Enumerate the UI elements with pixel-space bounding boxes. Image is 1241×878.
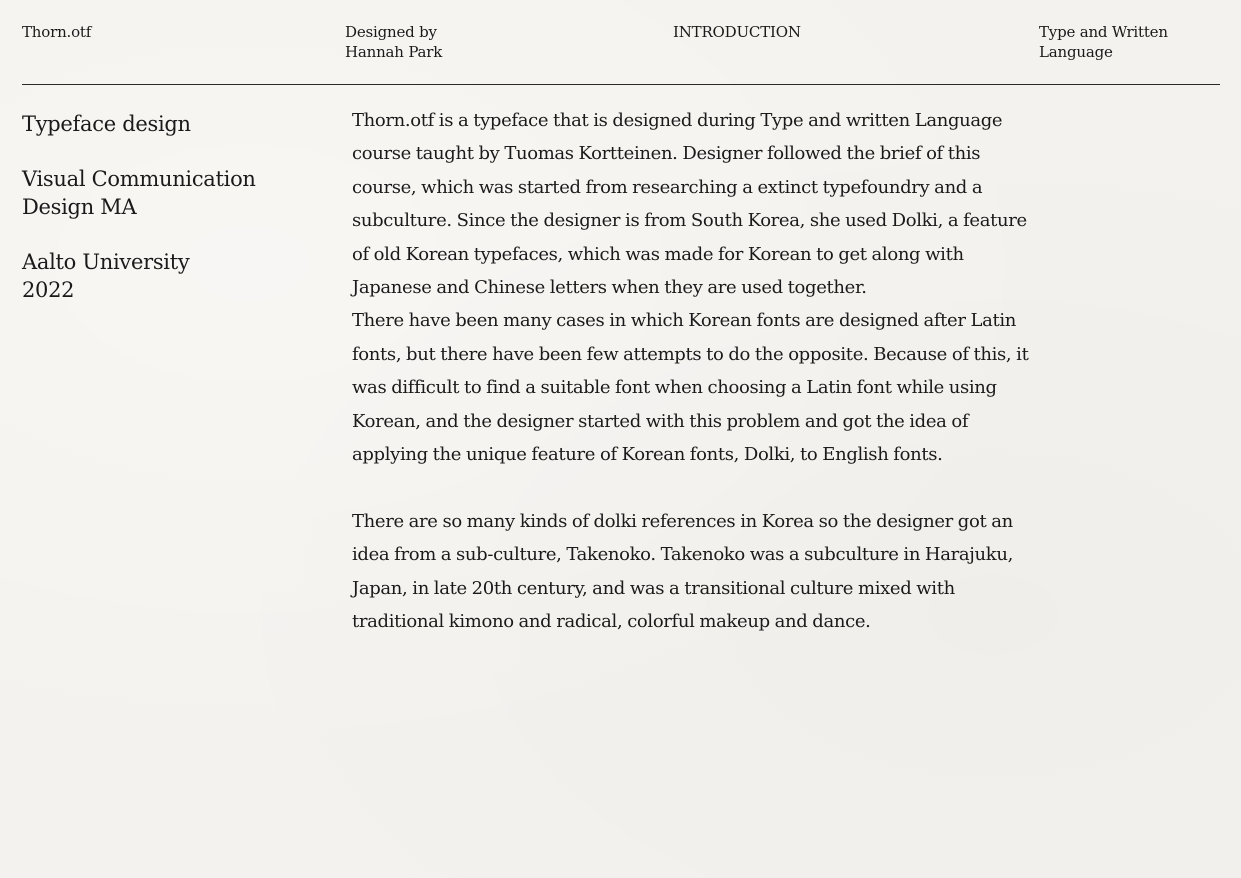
sidebar <box>22 110 312 331</box>
designer-label: Designed by <box>345 23 437 41</box>
document-title: Thorn.otf <box>22 23 92 41</box>
designer-name: Hannah Park <box>345 43 443 61</box>
program-line1: Visual Communication <box>22 167 256 191</box>
header-designer <box>345 22 442 62</box>
paragraph-3: There are so many kinds of dolki references in Korea so the designer got an idea from a sub-culture, Takenoko. Takenoko was a subculture in Harajuku, Japan, in late 20th century, and was a transitional culture mixed with traditional kimono and radical, colorful makeup and dance. <box>352 510 1013 633</box>
header-section <box>673 22 801 42</box>
section-title: INTRODUCTION <box>673 23 801 41</box>
body-text <box>352 104 1032 638</box>
paragraph-1: Thorn.otf is a typeface that is designed during Type and written Language course taught by Tuomas Kortteinen. Designer followed the brief of this course, which was started from researching a extinct typefoundry and a subculture. Since the designer is from South Korea, she used Dolki, a feature of old Korean typefaces, which was made for Korean to get along with Japanese and Chinese letters when they are used together. <box>352 110 1027 299</box>
year: 2022 <box>22 278 75 302</box>
header-divider <box>22 84 1220 85</box>
program-line2: Design MA <box>22 195 137 219</box>
sidebar-program <box>22 165 312 221</box>
sidebar-category <box>22 110 312 138</box>
course-name-line2: Language <box>1039 43 1113 61</box>
sidebar-institution <box>22 248 312 304</box>
category-label: Typeface design <box>22 112 191 136</box>
course-name-line1: Type and Written <box>1039 23 1168 41</box>
header-course <box>1039 22 1168 62</box>
university-name: Aalto University <box>22 250 190 274</box>
paragraph-2: There have been many cases in which Korean fonts are designed after Latin fonts, but there have been few attempts to do the opposite. Because of this, it was difficult to find a suitable font when choosing a Latin font while using Korean, and the designer started with this problem and got the idea of applying the unique feature of Korean fonts, Dolki, to English fonts. <box>352 310 1029 466</box>
header-document-title <box>22 22 91 42</box>
